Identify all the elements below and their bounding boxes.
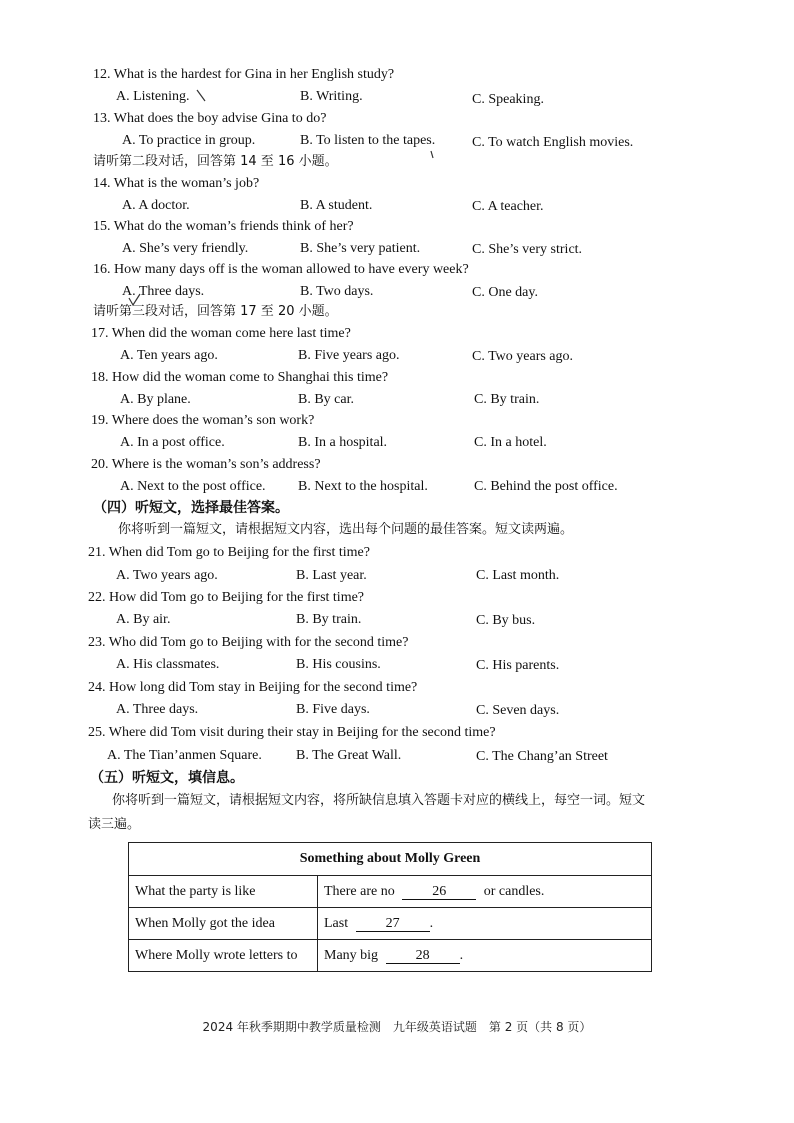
q24-option-c: C. Seven days. [476, 703, 560, 718]
q13-option-b: B. To listen to the tapes. [300, 133, 436, 148]
q22-option-a: A. By air. [116, 612, 171, 627]
row-prefix: Last [324, 915, 349, 931]
q12-option-a: A. Listening. [116, 89, 190, 104]
question-17: 17. When did the woman come here last time? [91, 326, 351, 341]
question-19: 19. Where does the woman’s son work? [91, 413, 315, 428]
section-4-instruction: 你将听到一篇短文，请根据短文内容，选出每个问题的最佳答案。短文读两遍。 [118, 522, 574, 537]
q18-option-a: A. By plane. [120, 392, 191, 407]
question-16: 16. How many days off is the woman allowed to have every week? [93, 262, 469, 277]
question-21: 21. When did Tom go to Beijing for the first time? [88, 545, 370, 560]
q15-option-b: B. She’s very patient. [300, 241, 421, 256]
row-answer-cell [318, 940, 652, 972]
q22-option-b: B. By train. [296, 612, 362, 627]
row-label: When Molly got the idea [129, 908, 318, 940]
q19-option-b: B. In a hospital. [298, 435, 388, 450]
section-5-instruction-line1: 你将听到一篇短文，请根据短文内容，将所缺信息填入答题卡对应的横线上，每空一词。短文 [112, 793, 646, 808]
question-24: 24. How long did Tom stay in Beijing for the second time? [88, 680, 418, 695]
q21-option-b: B. Last year. [296, 568, 367, 583]
row-prefix: Many big [324, 947, 379, 963]
section-5-instruction-line2: 读三遍。 [88, 817, 141, 832]
q16-option-c: C. One day. [472, 285, 538, 300]
q12-option-b: B. Writing. [300, 89, 363, 104]
q23-option-a: A. His classmates. [116, 657, 220, 672]
blank-26: 26 [402, 884, 476, 900]
q19-option-a: A. In a post office. [120, 435, 225, 450]
page-footer: 2024 年秋季期期中教学质量检测 九年级英语试题 第 2 页（共 8 页） [202, 1020, 592, 1034]
q15-option-c: C. She’s very strict. [472, 242, 583, 257]
row-prefix: There are no [324, 883, 395, 899]
q25-option-a: A. The Tian’anmen Square. [107, 748, 262, 763]
q23-option-b: B. His cousins. [296, 657, 381, 672]
q17-option-b: B. Five years ago. [298, 348, 400, 363]
pen-mark [430, 150, 436, 160]
q19-option-c: C. In a hotel. [474, 435, 547, 450]
q23-option-c: C. His parents. [476, 658, 560, 673]
info-table-row [129, 876, 652, 908]
row-label: Where Molly wrote letters to [129, 940, 318, 972]
question-13: 13. What does the boy advise Gina to do? [93, 111, 327, 126]
info-table-title-row [129, 843, 652, 876]
question-12: 12. What is the hardest for Gina in her English study? [93, 67, 395, 82]
question-20: 20. Where is the woman’s son’s address? [91, 457, 321, 472]
question-14: 14. What is the woman’s job? [93, 176, 260, 191]
section-4-title: （四）听短文，选择最佳答案。 [93, 500, 289, 516]
question-18: 18. How did the woman come to Shanghai this time? [91, 370, 389, 385]
q16-option-a: A. Three days. [122, 284, 205, 299]
q14-option-b: B. A student. [300, 198, 373, 213]
section-5-title: （五）听短文，填信息。 [90, 770, 244, 786]
info-table-row [129, 940, 652, 972]
row-answer-cell [318, 876, 652, 908]
q15-option-a: A. She’s very friendly. [122, 241, 249, 256]
question-23: 23. Who did Tom go to Beijing with for the second time? [88, 635, 409, 650]
row-answer-cell [318, 908, 652, 940]
q20-option-c: C. Behind the post office. [474, 479, 618, 494]
q17-option-c: C. Two years ago. [472, 349, 574, 364]
q16-option-b: B. Two days. [300, 284, 374, 299]
q20-option-a: A. Next to the post office. [120, 479, 266, 494]
dialog-3-hint: 请听第三段对话，回答第 17 至 20 小题。 [93, 304, 338, 319]
row-label: What the party is like [129, 876, 318, 908]
q17-option-a: A. Ten years ago. [120, 348, 218, 363]
pen-mark [196, 89, 208, 103]
dialog-2-hint: 请听第二段对话，回答第 14 至 16 小题。 [93, 154, 338, 169]
q21-option-a: A. Two years ago. [116, 568, 218, 583]
question-15: 15. What do the woman’s friends think of her? [93, 219, 354, 234]
q20-option-b: B. Next to the hospital. [298, 479, 428, 494]
q13-option-c: C. To watch English movies. [472, 135, 634, 150]
q24-option-b: B. Five days. [296, 702, 370, 717]
info-table [128, 842, 652, 972]
q13-option-a: A. To practice in group. [122, 133, 256, 148]
q12-option-c: C. Speaking. [472, 92, 544, 107]
q14-option-c: C. A teacher. [472, 199, 544, 214]
q22-option-c: C. By bus. [476, 613, 536, 628]
row-suffix: . [429, 915, 434, 931]
row-suffix: . [459, 947, 464, 963]
check-mark [128, 293, 142, 307]
q18-option-c: C. By train. [474, 392, 540, 407]
info-table-row [129, 908, 652, 940]
blank-28: 28 [386, 948, 460, 964]
question-22: 22. How did Tom go to Beijing for the first time? [88, 590, 365, 605]
row-suffix: or candles. [483, 883, 545, 899]
q24-option-a: A. Three days. [116, 702, 199, 717]
q25-option-c: C. The Chang’an Street [476, 749, 608, 764]
q21-option-c: C. Last month. [476, 568, 560, 583]
q25-option-b: B. The Great Wall. [296, 748, 402, 763]
q14-option-a: A. A doctor. [122, 198, 190, 213]
question-25: 25. Where did Tom visit during their stay in Beijing for the second time? [88, 725, 496, 740]
info-table-title: Something about Molly Green [129, 843, 652, 876]
q18-option-b: B. By car. [298, 392, 354, 407]
blank-27: 27 [356, 916, 430, 932]
